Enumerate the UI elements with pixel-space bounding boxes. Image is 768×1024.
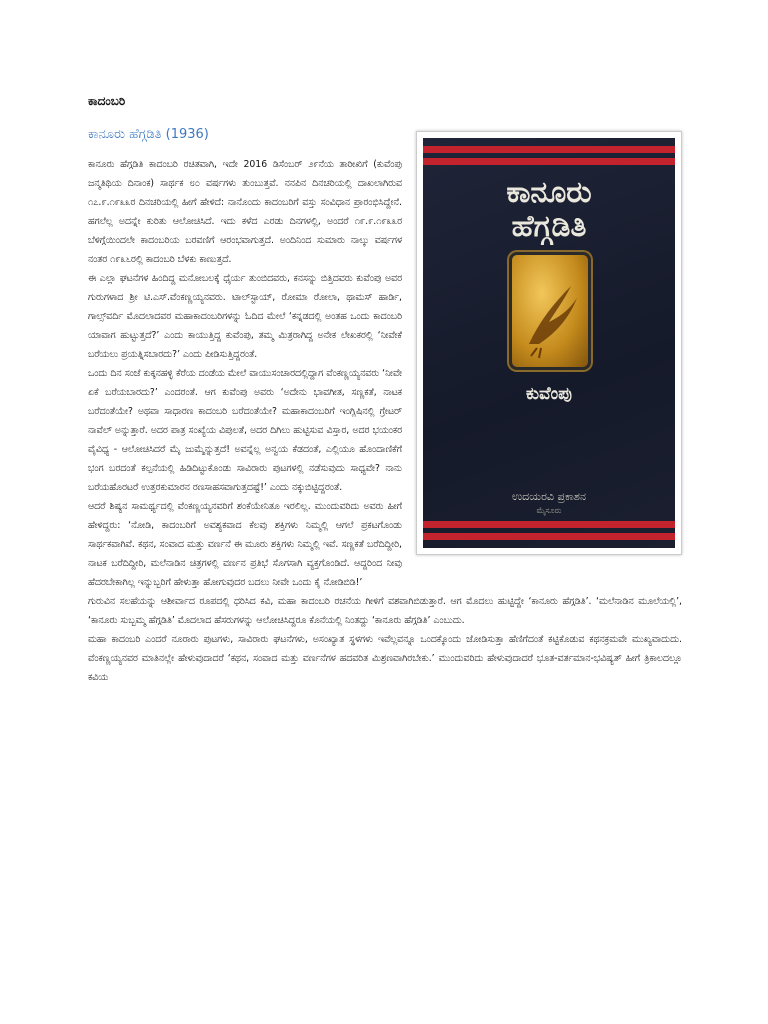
- paragraph: ಆದರೆ ಶಿಷ್ಯನ ಸಾಮರ್ಥ್ಯದಲ್ಲಿ ವೆಂಕಣ್ಣಯ್ಯನವರಿಗೆ ಶಂಕೆಯೇನಿತೂ ಇರಲಿಲ್ಲ. ಮುಂದುವರಿದು ಅವರು ಹೀಗೆ ಹೇಳಿದ್ದರು: ‘ನೋಡಿ, ಕಾದಂಬರಿಗೆ ಅವಶ್ಯಕವಾದ ಕೆಲವು ಶಕ್ತಿಗಳು ನಿಮ್ಮಲ್ಲಿ ಆಗಲೆ ಪ್ರಕಟಗೊಂಡು ಸಾರ್ಥಕವಾಗಿವೆ. ಕಥನ, ಸಂವಾದ ಮತ್ತು ವರ್ಣನೆ ಈ ಮೂರು ಶಕ್ತಿಗಳು ನಿಮ್ಮಲ್ಲಿ ಇವೆ. ಸಣ್ಣಕತೆ ಬರೆದಿದ್ದೀರಿ, ನಾಟಕ ಬರೆದಿದ್ದೀರಿ, ಮಲೆನಾಡಿನ ಚಿತ್ರಗಳಲ್ಲಿ ವರ್ಣನ ಪ್ರತಿಭೆ ಸೊಗಸಾಗಿ ವ್ಯಕ್ತಗೊಂಡಿದೆ. ಆದ್ದರಿಂದ ನೀವು ಹೆದರಬೇಕಾಗಿಲ್ಲ ಇನ್ನುಬ್ಬರಿಗೆ ಹೇಳುತ್ತಾ ಹೋಗುವುದರ ಬದಲು ನೀವೇ ಒಂದು ಕೈ ನೋಡಿಬಿಡಿ!’: [88, 501, 402, 588]
- cover-title-line2: ಹೆಗ್ಗಡಿತಿ: [511, 209, 587, 244]
- book-cover-image: [416, 131, 682, 555]
- cover-bird-emblem-icon: [509, 252, 591, 370]
- novel-title: ಕಾನೂರು ಹೆಗ್ಗಡಿತಿ (1936): [88, 127, 209, 142]
- cover-red-band: [423, 533, 675, 540]
- cover-red-band: [423, 146, 675, 153]
- bird-icon: [509, 252, 591, 370]
- cover-publisher-place: ಮೈಸೂರು: [536, 506, 562, 515]
- cover-author: ಕುವೆಂಪು: [525, 384, 573, 404]
- section-heading: ಕಾದಂಬರಿ: [88, 94, 126, 108]
- cover-publisher: ಉದಯರವಿ ಪ್ರಕಾಶನ: [512, 490, 586, 503]
- cover-title-line1: ಕಾನೂರು: [506, 175, 592, 210]
- document-page: [88, 94, 682, 687]
- paragraph: ಕಾನೂರು ಹೆಗ್ಗಡಿತಿ ಕಾದಂಬರಿ ರಚಿತವಾಗಿ, ಇದೇ 2016 ಡಿಸೆಂಬರ್ ೨೯ನೆಯ ತಾರೀಖಿಗೆ (ಕುವೆಂಪು ಜನ್ಮತಿಥಿಯ ದಿನಾಂಕ) ಸಾರ್ಥಕ ೮೦ ವರ್ಷಗಳು ತುಂಬುತ್ತವೆ. ನನಪಿನ ದಿನಚರಿಯಲ್ಲಿ ದಾಖಲಾಗಿರುವ ೧೭.೯.೧೯೩೩ರ ದಿನಚರಿಯಲ್ಲಿ ಹೀಗೆ ಹೇಳಿದೆ: ನಾನೊಂದು ಕಾದಂಬರಿಗೆ ವಸ್ತು ಸಂವಿಧಾನ ಪ್ರಾರಂಭಿಸಿದ್ದೇನೆ. ಹಗಲೆಲ್ಲ ಅದನ್ನೇ ಕುರಿತು ಆಲೋಚಿಸಿದೆ. ಇದು ಕಳೆದ ಎರಡು ದಿನಗಳಲ್ಲಿ, ಅಂದರೆ ೧೯.೯.೧೯೩೩ರ ಬೆಳಿಗ್ಗೆಯಿಂದಲೇ ಕಾದಂಬರಿಯ ಬರವಣಿಗೆ ಆರಂಭವಾಗುತ್ತದೆ. ಅಂದಿನಿಂದ ಸುಮಾರು ನಾಲ್ಕು ವರ್ಷಗಳ ನಂತರ ೧೯೩೬ರಲ್ಲಿ ಕಾದಂಬರಿ ಬೆಳಕು ಕಾಣುತ್ತದೆ.: [88, 159, 402, 265]
- paragraph: ಗುರುವಿನ ಸಲಹೆಯನ್ನು ಆಶೀರ್ವಾದ ರೂಪದಲ್ಲಿ ಧರಿಸಿದ ಕವಿ, ಮಹಾ ಕಾದಂಬರಿ ರಚನೆಯ ಗೀಳಿಗೆ ವಶವಾಗಿಬಿಡುತ್ತಾರೆ. ಆಗ ಮೊದಲು ಹುಟ್ಟಿದ್ದೇ ‘ಕಾನೂರು ಹೆಗ್ಗಡಿತಿ’. ‘ಮಲೆನಾಡಿನ ಮೂಲೆಯಲ್ಲಿ’, ‘ಕಾನೂರು ಸುಬ್ಬಮ್ಮ ಹೆಗ್ಗಡಿತಿ’ ಮೊದಲಾದ ಹೆಸರುಗಳನ್ನು ಆಲೋಚಿಸಿದ್ದರೂ ಕೊನೆಯಲ್ಲಿ ನಿಂತದ್ದು ‘ಕಾನೂರು ಹೆಗ್ಗಡಿತಿ’ ಎಂಬುದು.: [88, 596, 682, 626]
- paragraph: ಈ ಎಲ್ಲಾ ಘಟನೆಗಳ ಹಿಂದಿದ್ದ ಮನೋಬಲಕ್ಕೆ ಧೈರ್ಯ ತುಂಬಿದವರು, ಕನಸನ್ನು ಬಿತ್ತಿದವರು ಕುವೆಂಪು ಅವರ ಗುರುಗಳಾದ ಶ್ರೀ ಟಿ.ಎಸ್.ವೆಂಕಣ್ಣಯ್ಯನವರು. ಟಾಲ್‌ಸ್ಟಾಯ್, ರೋಮಾ ರೋಲಾ, ಥಾಮಸ್ ಹಾರ್ಡಿ, ಗಾಲ್ಸ್‌ವರ್ದಿ ಮೊದಲಾದವರ ಮಹಾಕಾದಂಬರಿಗಳನ್ನು ಓದಿದ ಮೇಲೆ ‘ಕನ್ನಡದಲ್ಲಿ ಅಂತಹ ಒಂದು ಕಾದಂಬರಿ ಯಾವಾಗ ಹುಟ್ಟುತ್ತದೆ?’ ಎಂದು ಕಾಯುತ್ತಿದ್ದ ಕುವೆಂಪು, ತಮ್ಮ ಮಿತ್ರರಾಗಿದ್ದ ಅನೇಕ ಲೇಖಕರಲ್ಲಿ ‘ನೀವೇಕೆ ಬರೆಯಲು ಪ್ರಯತ್ನಿಸಬಾರದು?’ ಎಂದು ಪೀಡಿಸುತ್ತಿದ್ದರಂತೆ.: [88, 273, 402, 360]
- cover-red-band: [423, 158, 675, 165]
- paragraph: ಒಂದು ದಿನ ಸಂಜೆ ಕುಕ್ಕನಹಳ್ಳಿ ಕೆರೆಯ ದಂಡೆಯ ಮೇಲೆ ವಾಯುಸಂಚಾರದಲ್ಲಿದ್ದಾಗ ವೆಂಕಣ್ಣಯ್ಯನವರು ‘ನೀವೇ ಏಕೆ ಬರೆಯಬಾರದು?’ ಎಂದರಂತೆ. ಆಗ ಕುವೆಂಪು ಅವರು ‘ಅದೇನು ಭಾವಗೀತ, ಸಣ್ಣಕತೆ, ನಾಟಕ ಬರೆದಂತೆಯೇ? ಅಥವಾ ಸಾಧಾರಣ ಕಾದಂಬರಿ ಬರೆದಂತೆಯೇ? ಮಹಾಕಾದಂಬರಿಗೆ ಇಂಗ್ಲಿಷಿನಲ್ಲಿ ಗ್ರೇಟರ್ ನಾವೆಲ್ ಅನ್ನುತ್ತಾರೆ. ಅದರ ಪಾತ್ರ ಸಂಖ್ಯೆಯ ವಿಪುಲತೆ, ಅದರ ದಿಗಿಲು ಹುಟ್ಟಿಸುವ ವಿಸ್ತಾರ, ಅದರ ಭಯಂಕರ ವೈವಿಧ್ಯ - ಆಲೋಚಿಸಿದರೆ ಮೈ ಜುಮ್ಮೆನ್ನುತ್ತದೆ! ಅವನ್ನೆಲ್ಲ ಅನ್ವಯ ಕೆಡದಂತೆ, ಎಲ್ಲಿಯೂ ಹೊಂದಾಣಿಕೆಗೆ ಭಂಗ ಬರದಂತೆ ಕಲ್ಪನೆಯಲ್ಲಿ ಹಿಡಿದಿಟ್ಟುಕೊಂಡು ಸಾವಿರಾರು ಪುಟಗಳಲ್ಲಿ ನಡೆಸುವುದು ಸಾಧ್ಯವೇ? ನಾನು ಬರೆಯಹೊರಟರೆ ಉತ್ತರಕುಮಾರನ ರಣಸಾಹಸವಾಗುತ್ತದಷ್ಟೆ!’ ಎಂದು ನಕ್ಕುಬಿಟ್ಟಿದ್ದರಂತೆ.: [88, 368, 402, 493]
- cover-red-band: [423, 521, 675, 528]
- book-cover: [423, 138, 675, 548]
- cover-title: [423, 176, 675, 244]
- paragraph: ಮಹಾ ಕಾದಂಬರಿ ಎಂದರೆ ನೂರಾರು ಪುಟಗಳು, ಸಾವಿರಾರು ಘಟನೆಗಳು, ಅಸಂಖ್ಯಾತ ಸ್ಥಳಗಳು ಇವೆಲ್ಲವನ್ನೂ ಒಂದಕ್ಕೊಂದು ಜೋಡಿಸುತ್ತಾ ಹೆಣಿಗೆದಂತೆ ಕಟ್ಟಿಕೊಡುವ ಕಥನಕ್ರಮವೇ ಮುಖ್ಯವಾದುದು. ವೆಂಕಣ್ಣಯ್ಯನವರ ಮಾತಿನಲ್ಲೇ ಹೇಳುವುದಾದರೆ ‘ಕಥನ, ಸಂವಾದ ಮತ್ತು ವರ್ಣನೆಗಳ ಹದವರಿತ ಮಿಶ್ರಣವಾಗಿರಬೇಕು.’ ಮುಂದುವರಿದು ಹೇಳುವುದಾದರೆ ಭೂತ-ವರ್ತಮಾನ-ಭವಿಷ್ಯತ್ ಹೀಗೆ ತ್ರಿಕಾಲದಲ್ಲೂ ಕವಿಯ: [88, 634, 682, 683]
